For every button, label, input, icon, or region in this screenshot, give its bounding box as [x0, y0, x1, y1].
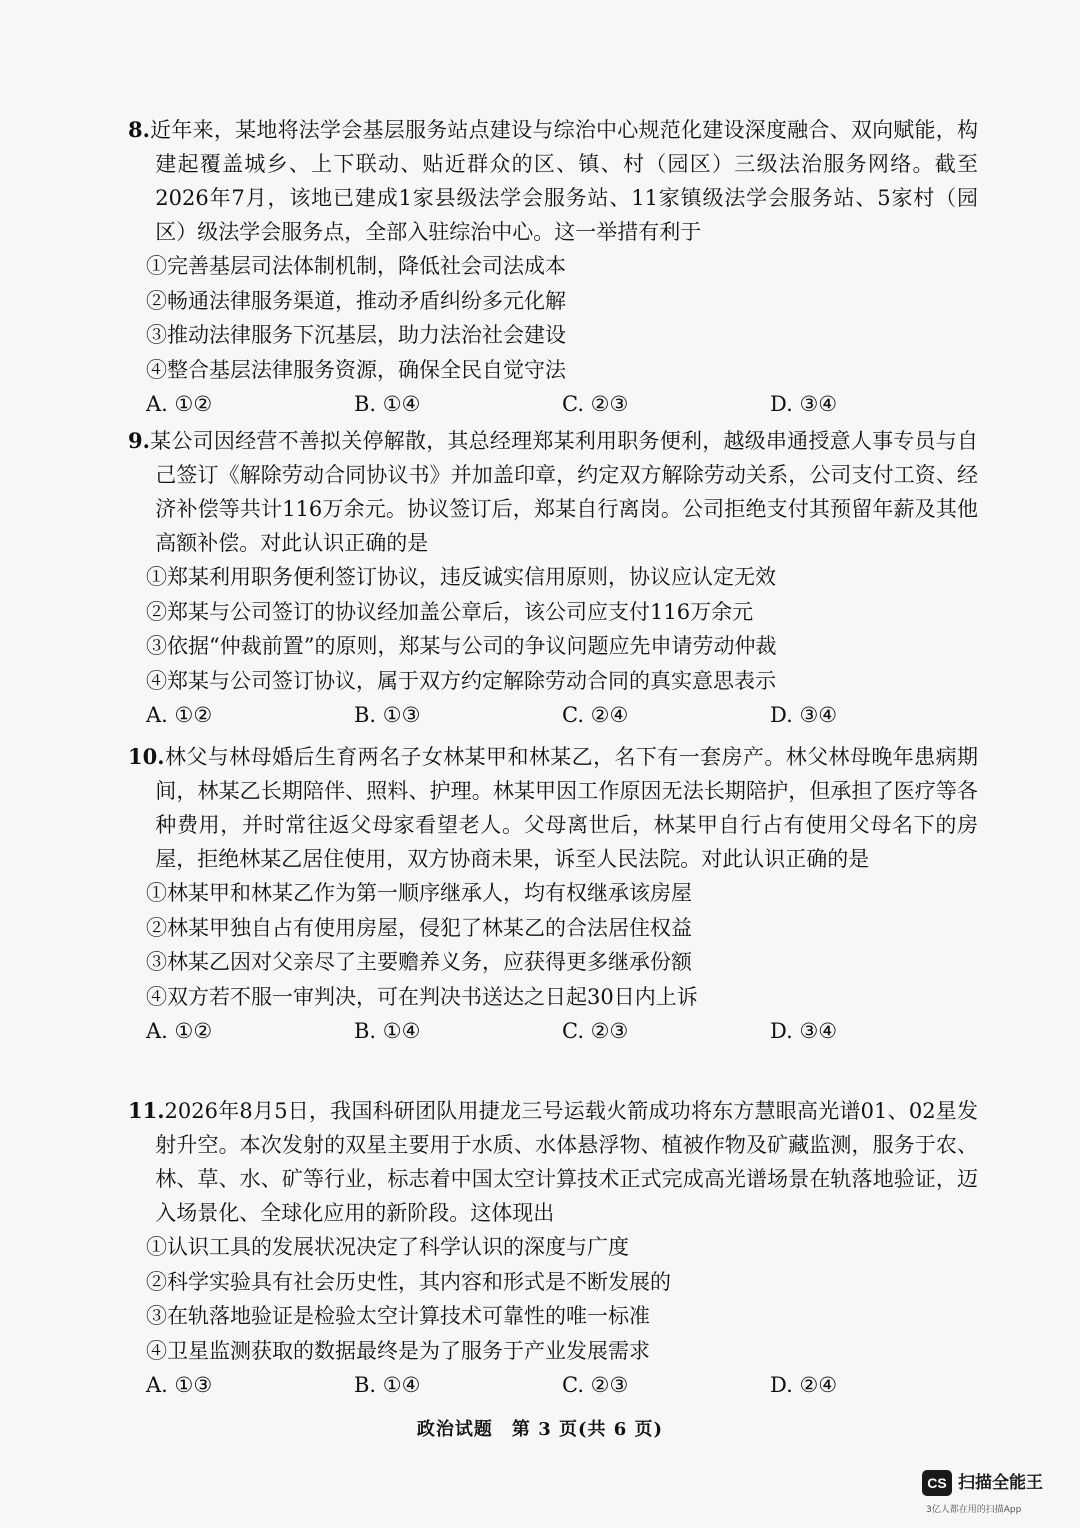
answer-choices: [128, 1368, 978, 1402]
choice-c: C. ②④: [562, 703, 629, 727]
option-2: ②科学实验具有社会历史性，其内容和形式是不断发展的: [146, 1269, 671, 1294]
choice-c: C. ②③: [562, 1373, 629, 1397]
question-number: 9.: [128, 428, 150, 453]
choice-d: D. ③④: [770, 703, 838, 727]
question-number: 8.: [128, 117, 150, 142]
question-number: 11.: [128, 1098, 165, 1123]
option-1: ①认识工具的发展状况决定了科学认识的深度与广度: [146, 1235, 629, 1259]
choice-a: A. ①③: [146, 1373, 213, 1397]
watermark-app-name: 扫描全能王: [958, 1473, 1043, 1493]
answer-choices: [128, 387, 978, 421]
choice-b: B. ①③: [354, 703, 421, 727]
option-1: ①完善基层司法体制机制，降低社会司法成本: [146, 254, 566, 278]
option-1: ①郑某利用职务便利签订协议，违反诚实信用原则，协议应认定无效: [146, 565, 776, 589]
question-text: 2026年8月5日，我国科研团队用捷龙三号运载火箭成功将东方慧眼高光谱01、02星发射升空。本次发射的双星主要用于水质、水体悬浮物、植被作物及矿藏监测，服务于农、林、草、水、矿等行业，标志着中国太空计算技术正式完成高光谱场景在轨落地验证，迈入场景化、全球化应用的新阶段。这体现出: [155, 1099, 978, 1225]
option-4: ④双方若不服一审判决，可在判决书送达之日起30日内上诉: [146, 984, 698, 1009]
question-stem: [128, 740, 978, 876]
choice-c: C. ②③: [562, 392, 629, 416]
question-stem: [128, 113, 978, 249]
option-4: ④卫星监测获取的数据最终是为了服务于产业发展需求: [146, 1338, 650, 1363]
question-text: 近年来，某地将法学会基层服务站点建设与综治中心规范化建设深度融合、双向赋能，构建起覆盖城乡、上下联动、贴近群众的区、镇、村（园区）三级法治服务网络。截至2026年7月，该地已建成1家县级法学会服务站、11家镇级法学会服务站、5家村（园区）级法学会服务点，全部入驻综治中心。这一举措有利于: [149, 118, 978, 244]
choice-d: D. ③④: [770, 392, 838, 416]
option-1: ①林某甲和林某乙作为第一顺序继承人，均有权继承该房屋: [146, 881, 692, 905]
option-3: ③推动法律服务下沉基层，助力法治社会建设: [146, 323, 566, 347]
choice-b: B. ①④: [354, 1019, 421, 1043]
question-stem: [128, 424, 978, 560]
option-3: ③在轨落地验证是检验太空计算技术可靠性的唯一标准: [146, 1304, 650, 1328]
question-10: [128, 740, 978, 1048]
answer-choices: [128, 1014, 978, 1048]
choice-d: D. ②④: [770, 1373, 838, 1397]
option-2: ②郑某与公司签订的协议经加盖公章后，该公司应支付116万余元: [146, 599, 754, 624]
option-2: ②畅通法律服务渠道，推动矛盾纠纷多元化解: [146, 288, 566, 313]
option-2: ②林某甲独自占有使用房屋，侵犯了林某乙的合法居住权益: [146, 915, 692, 940]
watermark-tagline: 3亿人都在用的扫描App: [926, 1505, 1022, 1515]
question-8: [128, 113, 978, 421]
choice-d: D. ③④: [770, 1019, 838, 1043]
option-3: ③林某乙因对父亲尽了主要赡养义务，应获得更多继承份额: [146, 950, 692, 974]
option-3: ③依据“仲裁前置”的原则，郑某与公司的争议问题应先申请劳动仲裁: [146, 634, 777, 658]
question-text: 林父与林母婚后生育两名子女林某甲和林某乙，名下有一套房产。林父林母晚年患病期间，林某乙长期陪伴、照料、护理。林某甲因工作原因无法长期陪护，但承担了医疗等各种费用，并时常往返父母家看望老人。父母离世后，林某甲自行占有使用父母名下的房屋，拒绝林某乙居住使用，双方协商未果，诉至人民法院。对此认识正确的是: [155, 745, 978, 871]
option-4: ④郑某与公司签订协议，属于双方约定解除劳动合同的真实意思表示: [146, 668, 776, 693]
choice-c: C. ②③: [562, 1019, 629, 1043]
question-9: [128, 424, 978, 732]
choice-a: A. ①②: [146, 703, 213, 727]
question-text: 某公司因经营不善拟关停解散，其总经理郑某利用职务便利，越级串通授意人事专员与自己签订《解除劳动合同协议书》并加盖印章，约定双方解除劳动关系，公司支付工资、经济补偿等共计116万余元。协议签订后，郑某自行离岗。公司拒绝支付其预留年薪及其他高额补偿。对此认识正确的是: [149, 429, 978, 555]
scanner-watermark: [922, 1470, 1072, 1520]
camscanner-logo-icon: CS: [922, 1470, 952, 1496]
option-4: ④整合基层法律服务资源，确保全民自觉守法: [146, 357, 566, 382]
answer-choices: [128, 698, 978, 732]
page-footer: 政治试题 第 3 页(共 6 页): [416, 1419, 664, 1440]
choice-b: B. ①④: [354, 392, 421, 416]
question-11: [128, 1094, 978, 1402]
choice-a: A. ①②: [146, 1019, 213, 1043]
question-number: 10.: [128, 744, 165, 769]
question-stem: [128, 1094, 978, 1230]
choice-a: A. ①②: [146, 392, 213, 416]
choice-b: B. ①④: [354, 1373, 421, 1397]
